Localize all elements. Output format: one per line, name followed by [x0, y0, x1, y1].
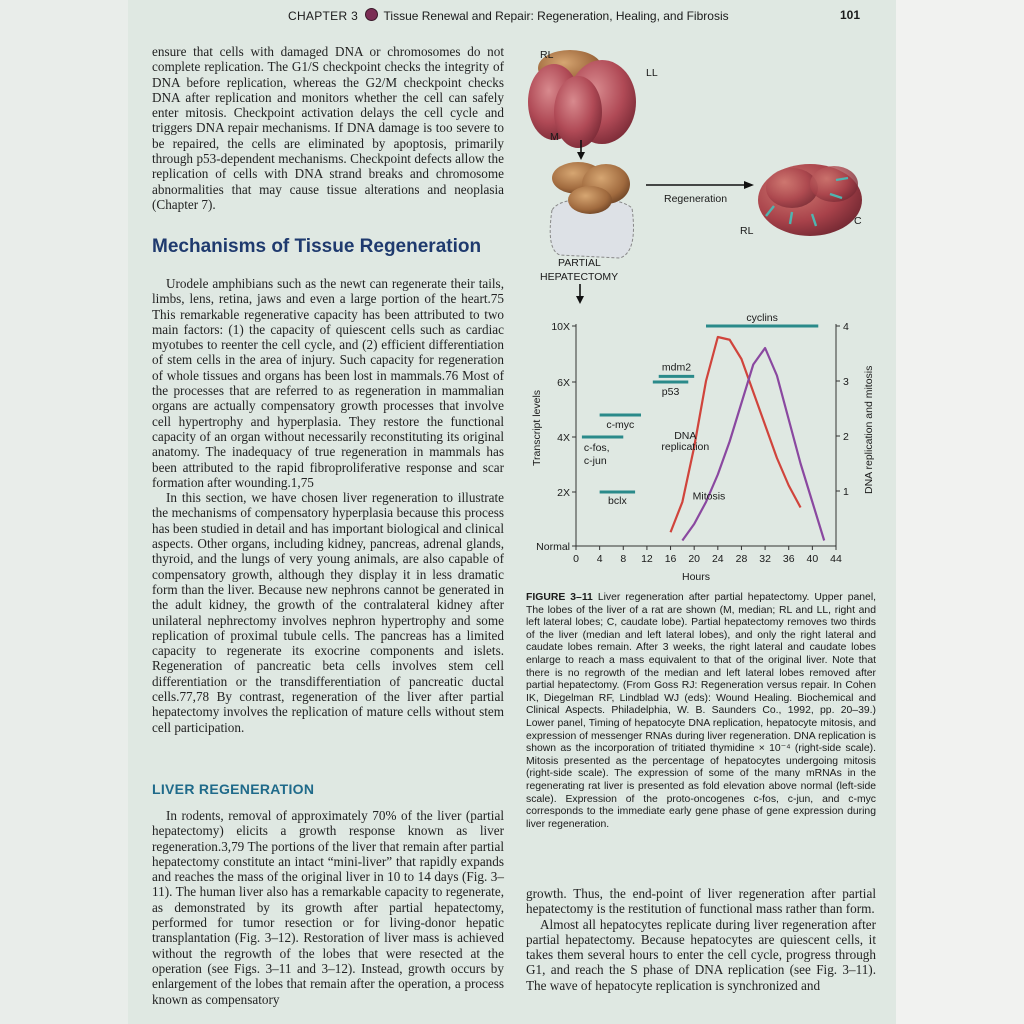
figure-3-11	[520, 40, 890, 580]
y2-tick-label: 2	[843, 431, 849, 443]
y-tick-label: 2X	[557, 487, 570, 499]
running-header	[288, 8, 860, 28]
paragraph-checkpoint: ensure that cells with damaged DNA or chromosomes do not complete replication. The G1/S checkpoint checks the integrity of DNA before replication, whereas the G2/M checkpoint checks DNA after replication and monitors whether the cell can safely enter mitosis. Checkpoint activation delays the cell cycle and triggers DNA repair mechanisms. If DNA damage is too severe to be repaired, the cells are eliminated by apoptosis, primarily through p53-dependent mechanisms. Checkpoint defects allow the replication of cells with DNA strand breaks and chromosome abnormalities that may cause tissue alterations and neoplasia (Chapter 7).	[152, 44, 504, 212]
label-regeneration: Regeneration	[664, 193, 728, 205]
x-tick-label: 36	[782, 553, 795, 565]
x-tick-label: 20	[688, 553, 701, 565]
label-partial: PARTIAL	[558, 257, 601, 269]
label-hepatectomy: HEPATECTOMY	[540, 271, 619, 283]
y-axis-label: Transcript levels	[531, 389, 543, 466]
bar-label-c-myc: c-myc	[606, 419, 635, 431]
hepatectomy-arrow-head-icon	[576, 296, 584, 304]
bar-label-c-jun: c-jun	[583, 455, 607, 467]
y-tick-label: Normal	[536, 541, 570, 553]
bar-label-p53: p53	[661, 386, 680, 398]
label-c: C	[854, 215, 862, 227]
y2-tick-label: 3	[843, 376, 849, 388]
label-rl-right: RL	[740, 225, 754, 237]
section-heading: Mechanisms of Tissue Regeneration	[152, 236, 482, 257]
label-m: M	[550, 131, 559, 143]
chapter-bullet-icon	[365, 8, 378, 21]
paragraph-growth: growth. Thus, the end-point of liver regeneration after partial hepatectomy is the restitution of functional mass rather than form.	[526, 886, 876, 917]
series-label-mitosis: Mitosis	[692, 490, 726, 503]
right-margin	[896, 0, 1024, 1024]
original-liver-illustration	[528, 50, 636, 148]
x-tick-label: 32	[759, 553, 771, 565]
right-column	[526, 886, 876, 993]
left-paragraph-4	[152, 808, 504, 1007]
x-tick-label: 16	[664, 553, 677, 565]
hepatectomy-liver-illustration	[550, 162, 633, 258]
label-rl-top: RL	[540, 49, 554, 61]
arrow-head-icon	[577, 152, 585, 160]
figure-caption	[526, 592, 876, 831]
page-number: 101	[839, 8, 860, 22]
chapter-title: Tissue Renewal and Repair: Regeneration, Healing, and Fibrosis	[383, 9, 729, 23]
bar-label-c-fos: c-fos,	[583, 442, 610, 454]
left-paragraph-1	[152, 44, 504, 212]
y-tick-label: 4X	[557, 432, 570, 444]
caption-label: FIGURE 3–11	[526, 592, 593, 603]
y-tick-label: 10X	[551, 321, 570, 333]
x-axis-label: Hours	[681, 571, 711, 580]
y2-axis-label: DNA replication and mitosis	[863, 365, 875, 494]
x-tick-label: 4	[596, 553, 603, 565]
caption-text: Liver regeneration after partial hepatectomy. Upper panel, The lobes of the liver of a rat are shown (M, median; RL and LL, right and left lateral lobes; C, caudate lobe). Partial hepatectomy removes two thirds of the liver (median and left lateral lobes), and only the right lateral and caudate lobes remain. After 3 weeks, the right lateral and caudate lobes enlarge to reach a mass equivalent to that of the original liver. Note that there is no regrowth of the median and left lateral lobes removed after partial hepatectomy. (From Goss RJ: Regeneration versus repair. In Cohen IK, Diegelman RF, Lindblad WJ (eds): Wound Healing. Biochemical and Clinical Aspects. Philadelphia, W. B. Saunders Co., 1992, pp. 20–39.) Lower panel, Timing of hepatocyte DNA replication, hepatocyte mitosis, and expression of messenger RNAs during liver regeneration. DNA replication is shown as the incorporation of tritiated thymidine × 10⁻⁴ (right-side scale). Mitosis presented as the percentage of hepatocytes undergoing mitosis (right-side scale). The expression of some of the many mRNAs in the regenerating rat liver is presented as fold elevation above normal (left-side scale). Expression of the proto-oncogenes c-fos, c-jun, and c-myc corresponds to the immediate early gene phase of gene expression during liver regeneration.	[526, 592, 877, 830]
x-tick-label: 12	[641, 553, 653, 565]
x-tick-label: 0	[573, 553, 579, 565]
x-tick-label: 40	[806, 553, 819, 565]
y2-tick-label: 1	[843, 486, 849, 498]
bar-label-mdm2: mdm2	[661, 361, 692, 374]
x-tick-label: 24	[711, 553, 724, 565]
y2-tick-label: 4	[843, 321, 849, 333]
left-margin	[0, 0, 128, 1024]
series-label-dna: DNA	[674, 429, 697, 442]
bar-label-bclx: bclx	[608, 495, 627, 507]
paragraph-urodele: Urodele amphibians such as the newt can regenerate their tails, limbs, lens, retina, jaws and even a large portion of the heart.75 This remarkable regenerative capacity has been attributed to two main factors: (1) the capacity of quiescent cells such as cardiac myotubes to reenter the cell cycle, and (2) efficient differentiation of stem cells in the area of injury. Such capacity for regeneration of whole tissues and organs has been lost in mammals.76 Most of the processes that are referred to as regeneration in mammalian organs are actually compensatory growth processes that involve cell hypertrophy and hyperplasia. They restore the functional capacity of an organ without necessarily reconstituting its original anatomy. The inadequacy of true regeneration in mammals has been attributed to the rapid fibroproliferative response and scar formation after wounding.1,75	[152, 276, 504, 490]
left-paragraphs-2	[152, 276, 504, 735]
regeneration-arrow-head-icon	[744, 181, 754, 189]
lower-panel-chart	[531, 312, 875, 580]
x-tick-label: 8	[620, 553, 627, 565]
bar-label-cyclins: cyclins	[746, 312, 778, 324]
x-tick-label: 28	[735, 553, 748, 565]
series-label-replication: replication	[661, 440, 710, 453]
label-ll: LL	[646, 67, 658, 79]
regenerated-liver-illustration	[758, 164, 862, 236]
paragraph-liver-choice: In this section, we have chosen liver regeneration to illustrate the mechanisms of compensatory hyperplasia because this process has been studied in detail and has important biological and clinical aspects. Other organs, including kidney, pancreas, adrenal glands, thyroid, and the lungs of very young animals, are also capable of compensatory growth, although they display it in less dramatic form than the liver. Because new nephrons cannot be generated in the adult kidney, the growth of the contralateral kidney after unilateral nephrectomy involves nephron hypertrophy and some replication of proximal tubule cells. The pancreas has a limited capacity to regenerate its exocrine components and islets. Regeneration of pancreatic beta cells involves stem cell differentiation or the transdifferentiation of pancreatic ductal cells.77,78 By contrast, regeneration of the liver after partial hepatectomy involves the replication of mature cells without stem cell participation.	[152, 490, 504, 735]
paragraph-rodents: In rodents, removal of approximately 70% of the liver (partial hepatectomy) elicits a growth response known as liver regeneration.3,79 The portions of the liver that remain after partial hepatectomy constitute an intact “mini-liver” that rapidly expands and reaches the mass of the original liver in 10 to 14 days (Fig. 3–11). The human liver also has a remarkable capacity to regenerate, as demonstrated by its growth after partial hepatectomy, performed for tumor resection or for living-donor hepatic transplantation (Fig. 3–12). Restoration of liver mass is achieved without the regrowth of the lobes that were resected at the operation (see Figs. 3–11 and 3–12). Instead, growth occurs by enlargement of the lobes that remain after the operation, a process known as compensatory	[152, 808, 504, 1007]
x-tick-label: 44	[830, 553, 842, 565]
y-tick-label: 6X	[557, 377, 570, 389]
paragraph-hepatocytes: Almost all hepatocytes replicate during liver regeneration after partial hepatectomy. Because hepatocytes are quiescent cells, it takes them several hours to enter the cell cycle, progress through G1, and reach the S phase of DNA replication (see Fig. 3–11). The wave of hepatocyte replication is synchronized and	[526, 916, 876, 993]
subsection-heading: LIVER REGENERATION	[152, 781, 315, 797]
chapter-label: CHAPTER 3	[288, 9, 359, 23]
